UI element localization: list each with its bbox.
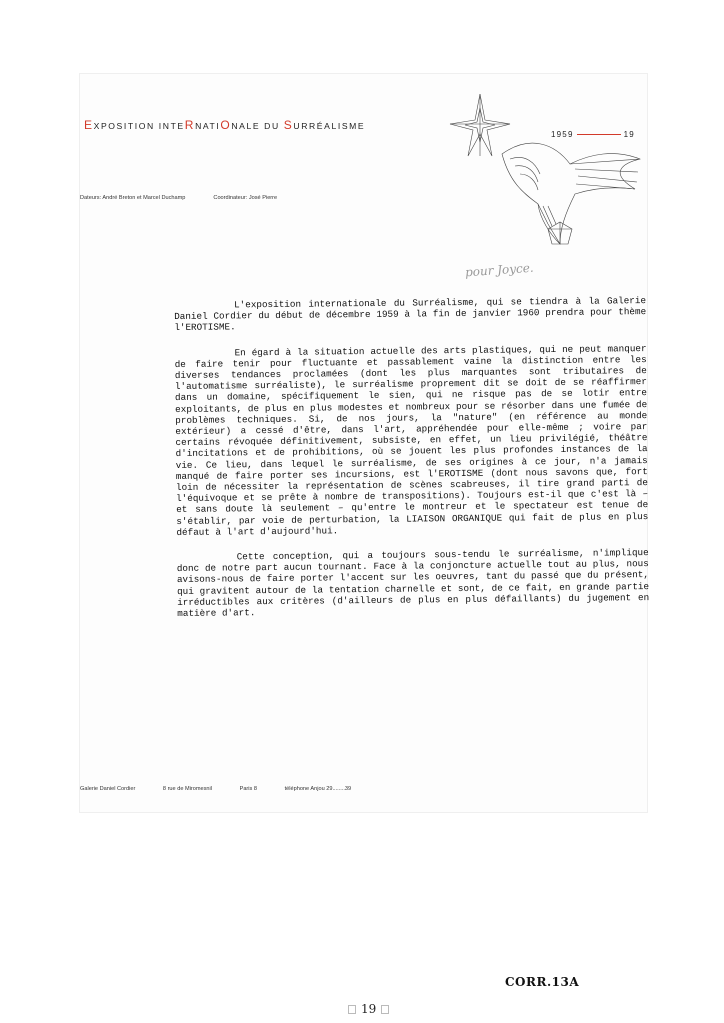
star-and-bird-drawing-icon xyxy=(440,94,645,254)
coordinator: Coordinateur: José Pierre xyxy=(213,195,278,201)
title-part: S xyxy=(283,118,294,132)
body-paragraph: Cette conception, qui a toujours sous-tendu le surréalisme, n'implique donc de notre part aucun tournant. Face à la conjoncture actuelle tout au plus, nous avisons-nous de faire porter l'accent sur les oeuvres, tant du passé que du présent, qui gravitent autour de la tentation charnelle et sont, de ce fait, en grande partie irréductibles aux critères (d'ailleurs de plus en plus défaillants) du jugement en matière d'art. xyxy=(176,547,650,620)
correspondence-label: CORR.13A xyxy=(505,975,580,989)
footer-gallery: Galerie Daniel Cordier xyxy=(80,786,136,792)
footer-address: 8 rue de Miromesnil xyxy=(162,786,213,792)
page-marker-icon xyxy=(381,1005,389,1014)
exhibition-title xyxy=(84,118,365,132)
page-marker-icon xyxy=(348,1005,356,1014)
page-number xyxy=(343,1002,394,1016)
title-part: URRÉALISME xyxy=(293,121,366,131)
letter-body xyxy=(174,295,649,633)
page-number-value: 19 xyxy=(361,1002,377,1016)
year-end: 19 xyxy=(623,130,635,139)
year-start: 1959 xyxy=(551,130,574,139)
footer-city: Paris 8 xyxy=(239,786,258,792)
title-part: O xyxy=(220,118,232,132)
title-part: NALE DU xyxy=(231,121,284,131)
title-part: R xyxy=(184,118,196,132)
title-part: XPOSITION INTE xyxy=(93,121,185,131)
letter-sheet xyxy=(80,74,650,812)
letterhead-footer xyxy=(80,786,377,792)
curators: Dateurs: André Breton et Marcel Duchamp xyxy=(80,195,186,201)
footer-phone: téléphone Anjou 29........39 xyxy=(284,786,352,792)
body-paragraph: En égard à la situation actuelle des arts plastiques, qui ne peut manquer de faire tenir pour fluctuante et passablement vaine la distinction entre les diverses tendances proclamées (dont les plus marquantes sont tributaires de l'automatisme surréaliste), le surréalisme proprement dit se doit de se réaffirmer dans un domaine, spécifiquement le sien, qui ne risque pas de se lotir entre exploitants, de plus en plus modestes et nombreux pour se résorber dans une fumée de problèmes techniques. Si, de nos jours, la "nature" (en référence au monde extérieur) a cessé d'être, dans l'art, appréhendée pour elle-même ; voire par certains révoquée définitivement, subsiste, en effet, un lieu privilégié, théâtre d'incitations et de prohibitions, où se jouent les plus profondes instances de la vie. Ce lieu, dans lequel le surréalisme, de ses origines à ce jour, n'a jamais manqué de faire porter ses incursions, est l'EROTISME (dont nous savons que, fort loin de nécessiter la représentation de scènes scabreuses, il tire grand parti de l'équivoque et se prête à nombre de transpositions). Toujours est-il que c'est là – et sans doute là seulement – qu'entre le montreur et le spectateur est tenue de s'établir, par voie de perturbation, la LIAISON ORGANIQUE qui fait de plus en plus défaut à l'art d'aujourd'hui. xyxy=(174,342,649,538)
title-part: NATI xyxy=(195,121,221,131)
credits-line xyxy=(80,195,277,201)
title-part: E xyxy=(84,118,94,132)
handwritten-dedication: pour Joyce. xyxy=(464,260,535,280)
body-paragraph: L'exposition internationale du Surréalisme, qui se tiendra à la Galerie Daniel Cordier du début de décembre 1959 à la fin de janvier 1960 prendra pour thème l'EROTISME. xyxy=(174,295,647,334)
